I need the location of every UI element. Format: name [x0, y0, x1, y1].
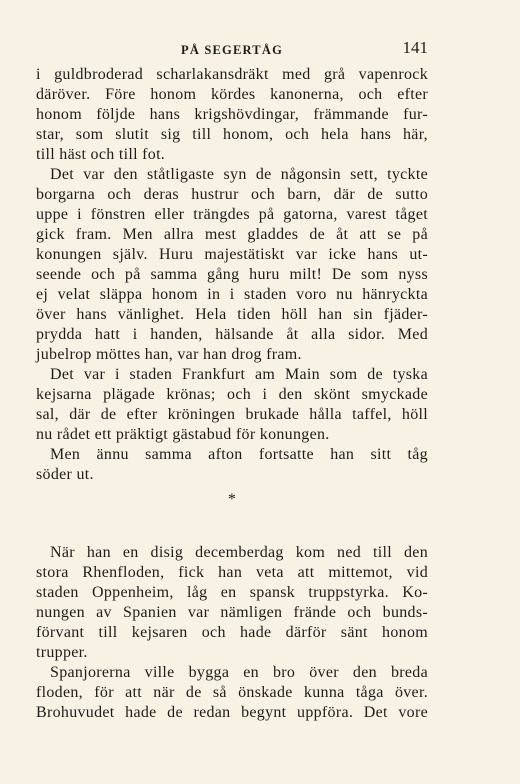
text-line: i guldbroderad scharlakansdräkt med grå vapenrock [36, 66, 428, 83]
section-gap [36, 515, 428, 543]
text-line: borgarna och deras hustrur och barn, där de sutto [36, 186, 428, 203]
text-line: gick fram. Men allra mest gladdes de åt att se på [36, 226, 428, 243]
text-line: honom följde hans krigshövdingar, främmande fur- [36, 106, 428, 123]
text-line: stora Rhenfloden, fick han veta att mittemot, vid [36, 564, 428, 581]
text-line: trupper. [36, 644, 88, 661]
text-line: seende och på samma gång huru milt! De som nyss [36, 266, 428, 283]
page-header [36, 38, 428, 62]
text-line: När han en disig decemberdag kom ned till den [50, 544, 428, 561]
text-line: Det var den ståtligaste syn de någonsin sett, tyckte [50, 166, 428, 183]
section-break-asterisk: * [227, 491, 237, 508]
text-line: förvant till kejsaren och hade därför sänt honom [36, 624, 428, 641]
text-line: star, som slutit sig till honom, och hela hans här, [36, 126, 428, 143]
text-line: sal, där de efter kröningen brukade hålla taffel, höll [36, 406, 428, 423]
text-line: däröver. Före honom kördes kanonerna, och efter [36, 86, 428, 103]
text-line: nungen av Spanien var nämligen frände och bunds- [36, 604, 428, 621]
text-line: över hans vänlighet. Hela tiden höll han sin fjäder- [36, 306, 428, 323]
text-line: Det var i staden Frankfurt am Main som de tyska [50, 366, 428, 383]
text-line: staden Oppenheim, låg en spansk truppstyrka. Ko- [36, 584, 428, 601]
text-line: Spanjorerna ville bygga en bro över den breda [50, 664, 428, 681]
text-line: konungen själv. Huru majestätiskt var icke hans ut- [36, 246, 428, 263]
page-number: 141 [402, 38, 428, 57]
text-line: till häst och till fot. [36, 146, 166, 163]
text-line: söder ut. [36, 466, 94, 483]
body-text [36, 65, 428, 723]
text-line: nu rådet ett präktigt gästabud för konungen. [36, 426, 330, 443]
text-line: floden, för att när de så önskade kunna tåga över. [36, 684, 428, 701]
text-line: Brohuvudet hade de redan begynt uppföra. Det vore [36, 704, 428, 721]
text-line: Men ännu samma afton fortsatte han sitt tåg [50, 446, 428, 463]
text-line: jubelrop möttes han, var han drog fram. [36, 346, 302, 363]
running-head: PÅ SEGERTÅG [180, 43, 283, 57]
text-line: prydda hatt i handen, hälsande åt alla sidor. Med [36, 326, 428, 343]
text-line: uppe i fönstren eller trängdes på gatorna, varest tåget [36, 206, 428, 223]
text-line: ej velat släppa honom in i staden voro nu hänryckta [36, 286, 428, 303]
text-line: kejsarna plägade krönas; och i den skönt smyckade [36, 386, 428, 403]
